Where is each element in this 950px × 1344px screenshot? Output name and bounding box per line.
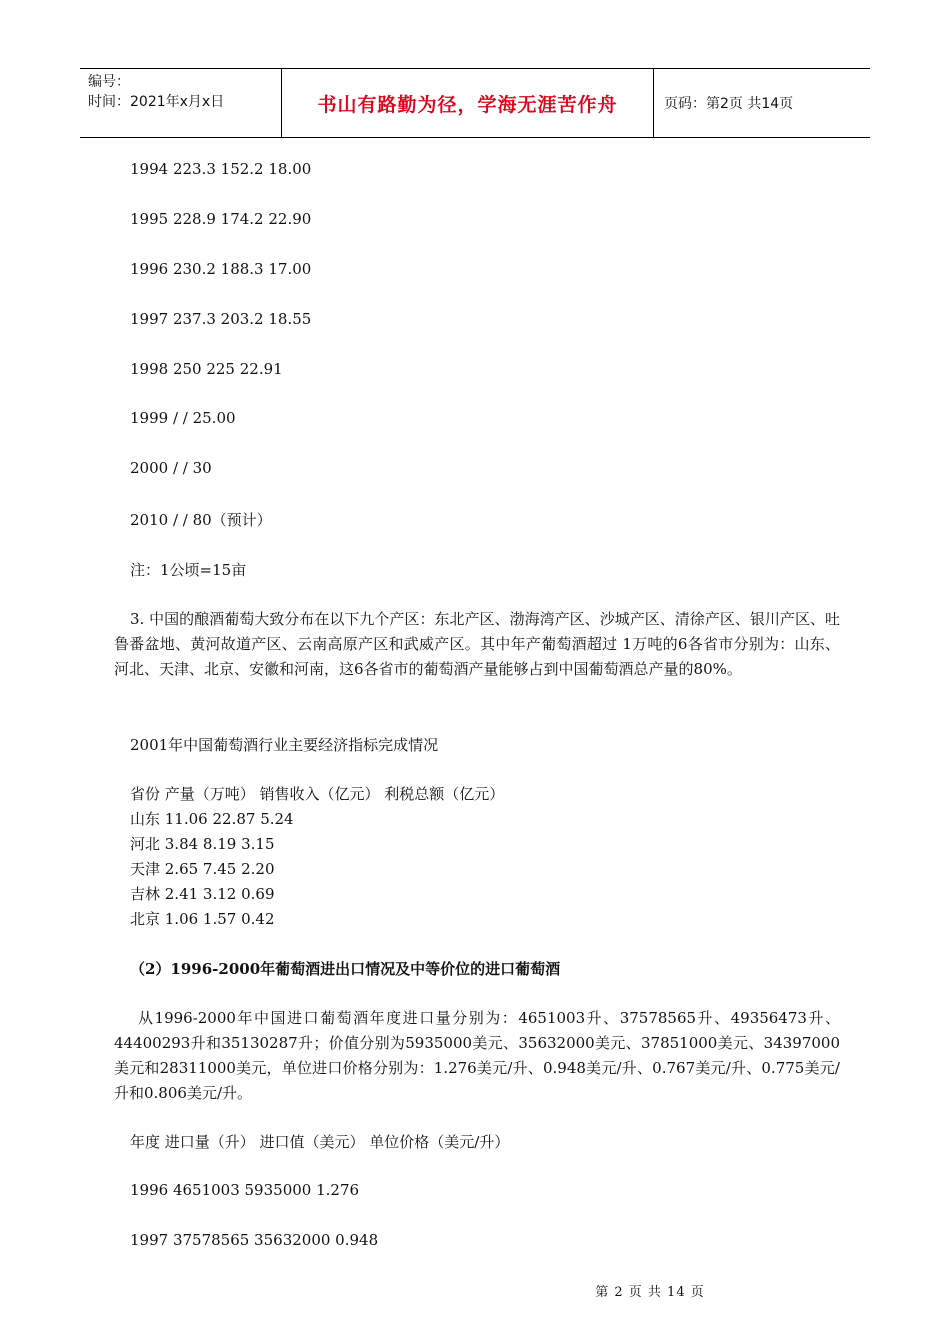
import-table-row: 1996 4651003 5935000 1.276 [130, 1181, 360, 1199]
header-motto: 书山有路勤为径，学海无涯苦作舟 [282, 69, 654, 137]
area-row: 2010 / / 80（预计） [130, 511, 272, 529]
regions-paragraph: 3. 中国的酿酒葡萄大致分布在以下九个产区：东北产区、渤海湾产区、沙城产区、清徐产区、银川产区、吐鲁番盆地、黄河故道产区、云南高原产区和武威产区。其中年产葡萄酒超过 1万吨的6各省市分别为：山东、河北、天津、北京、安徽和河南，这6各省市的葡萄酒产量能够占到中国葡萄酒总产量的80%。 [114, 610, 840, 678]
table-2001-row: 吉林 2.41 3.12 0.69 [130, 885, 275, 903]
table-2001-header: 省份 产量（万吨） 销售收入（亿元） 利税总额（亿元） [130, 785, 505, 803]
doc-number-label: 编号： [88, 74, 130, 90]
table-2001-title: 2001年中国葡萄酒行业主要经济指标完成情况 [130, 736, 439, 754]
page-footer: 第 2 页 共 14 页 [595, 1285, 705, 1300]
area-row: 1995 228.9 174.2 22.90 [130, 210, 312, 228]
area-row: 1996 230.2 188.3 17.00 [130, 260, 312, 278]
imports-paragraph: 从1996-2000年中国进口葡萄酒年度进口量分别为：4651003升、37578565升、49356473升、44400293升和35130287升；价值分别为5935000美元、35632000美元、37851000美元、34397000美元和28311000美元，单位进口价格分别为：1.276美元/升、0.948美元/升、0.767美元/升、0.775美元/升和0.806美元/升。 [114, 1009, 840, 1102]
header-meta [80, 69, 282, 137]
area-row: 1994 223.3 152.2 18.00 [130, 160, 312, 178]
section-heading: （2）1996-2000年葡萄酒进出口情况及中等价位的进口葡萄酒 [130, 960, 561, 978]
header-page-info: 页码：第2页 共14页 [664, 96, 794, 112]
import-table-header: 年度 进口量（升） 进口值（美元） 单位价格（美元/升） [130, 1133, 510, 1151]
unit-note: 注：1公顷=15亩 [130, 561, 247, 579]
import-table-row: 1997 37578565 35632000 0.948 [130, 1231, 379, 1249]
area-row: 2000 / / 30 [130, 459, 212, 477]
area-row: 1999 / / 25.00 [130, 409, 236, 427]
area-row: 1997 237.3 203.2 18.55 [130, 310, 312, 328]
table-2001-row: 河北 3.84 8.19 3.15 [130, 835, 275, 853]
doc-time-label: 时间：2021年x月x日 [88, 94, 225, 110]
area-row: 1998 250 225 22.91 [130, 360, 283, 378]
table-2001 [130, 782, 504, 932]
page-header [80, 68, 870, 138]
table-2001-row: 北京 1.06 1.57 0.42 [130, 910, 275, 928]
table-2001-row: 天津 2.65 7.45 2.20 [130, 860, 275, 878]
table-2001-row: 山东 11.06 22.87 5.24 [130, 810, 294, 828]
